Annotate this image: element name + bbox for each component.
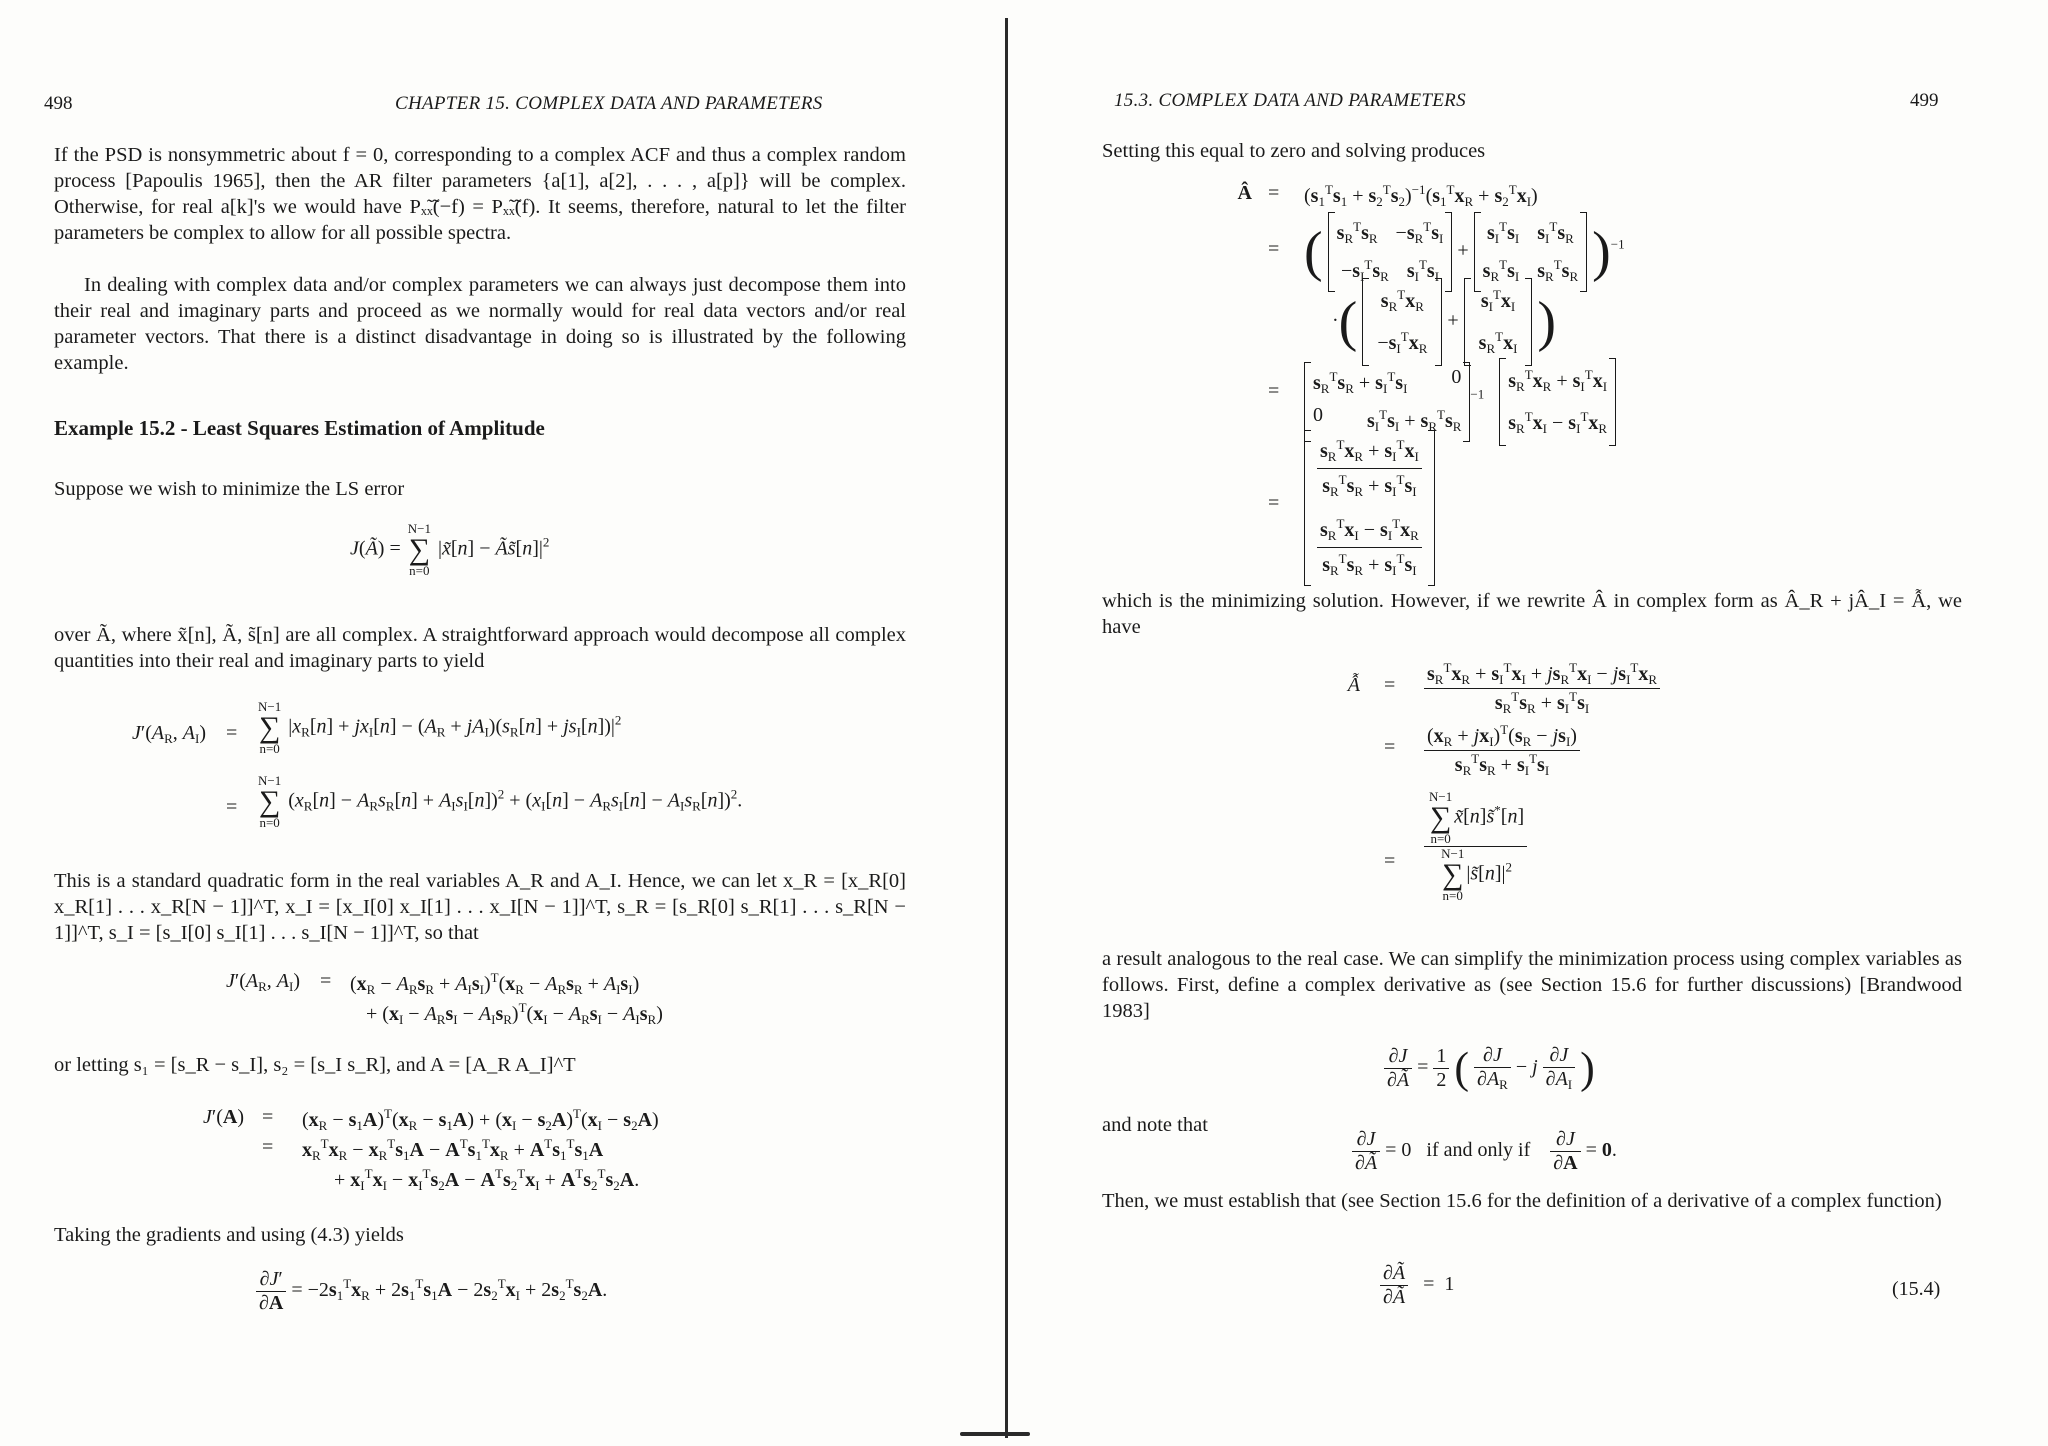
equation-ls-error: J(Ã) = N−1 ∑ n=0 |x̃[n] − $Ãs̃[n]|^2$ (350, 521, 550, 578)
equation-complex-derivative: $\frac{\partial J}{\partial Ã}$ = $\frac{1}{2}$ ( $\frac{\partial J}{\partial A_R}$ − j $\frac{\partial J}{\partial A_I}$ ) (1384, 1044, 1595, 1093)
matrix-sR-sI-1: $s_R^Ts_R$ $-s_R^Ts_I$ $-s_I^Ts_R$ $s_I^Ts_I$ (1328, 212, 1453, 292)
if-and-only-if-text: if and only if (1426, 1139, 1531, 1162)
note-that-label: and note that (1102, 1114, 1208, 1136)
right-page: 15.3. COMPLEX DATA AND PARAMETERS 499 Setting this equal to zero and solving produces Â = $(s_1^Ts_1 + s_2^Ts_2)^{-1}(s_1^Tx_R + s_2^Tx_I)$ = ( $s_R^Ts_R$ $-s_R^Ts_I$ $-s_I^Ts_R$ $s_I^Ts_I$ + $s_I^Ts_I$ $s_I^Ts_R$ $s_R^Ts_I$ $s_R^Ts_R$ )$^{-1}$ ·( $s_R^Tx_R$ $-s_I^Tx_R$ + $s_I^Tx_I$ $s_R^Tx_I$ ) = $s_R^Ts_R + s_I^Ts_I$ 0 0 $s_I^Ts_I + s_R^Ts_R$ $^{-1}$ $s_R^Tx_R + s_I^Tx_I$ $s_R^Tx_I - s_I^Tx_R$ = $\frac{s_R^Tx_R + s_I^Tx_I}{s_R^Ts_R + s_I^Ts_I}$ $\frac{s_R^Tx_I - s_I^Tx_R}{s_R^Ts_R + s_I^Ts_I}$ which is the minimizing solution. However, if we rewrite Â in complex form as Â_R + jÂ_I = Ẫ, we have Ẫ = $\frac{s_R^Tx_R + s_I^Tx_I + js_R^Tx_I - js_I^Tx_R}{s_R^Ts_R + s_I^Ts_I}$ = $\frac{(x_R + jx_I)^T(s_R - js_I)}{s_R^Ts_R + s_I^Ts_I}$ = N−1 ∑ n=0 x̃[n]s̃*[n] N−1 ∑ n=0 $|s̃[n]|^2$ a result analogous to the real case. We can simplify the minimization process using complex variables as follows. First, define a complex derivative as (see Section 15.6 for further discussions) [Brandwood 1983] $\frac{\partial J}{\partial Ã}$ = $\frac{1}{2}$ ( $\frac{\partial J}{\partial A_R}$ − j $\frac{\partial J}{\partial A_I}$ ) and note that $\frac{\partial J}{\partial Ã}$ = 0 if and only if $\frac{\partial J}{\partial A}$ = 0. Then, we must establish that (see Section 15.6 for the definition of a derivative of a complex function) $\frac{\partial Ã}{\partial Ã}$ = 1 (15.4) (1102, 90, 1962, 1308)
ls-intro-line: Suppose we wish to minimize the LS error (54, 478, 405, 500)
matrix-sR-sI-2: $s_I^Ts_I$ $s_I^Ts_R$ $s_R^Ts_I$ $s_R^Ts_R$ (1474, 212, 1587, 292)
left-page: 498 CHAPTER 15. COMPLEX DATA AND PARAMETERS If the PSD is nonsymmetric about f = 0, corresponding to a complex ACF and thus a complex random process [Papoulis 1965], then the AR filter parameters {a[1], a[2], . . . , a[p]} will be complex. Otherwise, for real a[k]'s we would have Pₓ̃ₓ̃(−f) = Pₓ̃ₓ̃(f). It seems, therefore, natural to let the filter parameters be complex to allow for all possible spectra. In dealing with complex data and/or complex parameters we can always just decompose them into their real and imaginary parts and proceed as we normally would for real data vectors and/or real parameter vectors. That there is a distinct disadvantage in doing so is illustrated by the following example. Example 15.2 - Least Squares Estimation of Amplitude Suppose we wish to minimize the LS error J(Ã) = N−1 ∑ n=0 |x̃[n] − $Ãs̃[n]|^2$ over Ã, where x̃[n], Ã, s̃[n] are all complex. A straightforward approach would decompose all complex quantities into their real and imaginary parts to yield $J'(A_R$, $A_I$) = N−1 ∑ n=0 $|x_R[n] + jx_I[n] - (A_R + jA_I)(s_R[n] + js_I[n])|^2$ = N−1 ∑ n=0 $(x_R[n] - A_Rs_R[n] + A_Is_I[n])^2 + (x_I[n] - A_Rs_I[n] - A_Is_R[n])^2$. This is a standard quadratic form in the real variables A_R and A_I. Hence, we can let x_R = [x_R[0] x_R[1] . . . x_R[N − 1]]^T, x_I = [x_I[0] x_I[1] . . . x_I[N − 1]]^T, s_R = [s_R[0] s_R[1] . . . s_R[N − 1]]^T, s_I = [s_I[0] s_I[1] . . . s_I[N − 1]]^T, so that $J'(A_R$, $A_I$) = $(x_R - A_Rs_R + A_Is_I)^T(x_R - A_Rs_R + A_Is_I)$ + $(x_I - A_Rs_I - A_Is_R)^T(x_I - A_Rs_I - A_Is_R)$ or letting s₁ = [s_R − s_I], s₂ = [s_I s_R], and A = [A_R A_I]^T J′(A) = $(x_R - s_1A)^T(x_R - s_1A) + (x_I - s_2A)^T(x_I - s_2A)$ = $x_R^Tx_R - x_R^Ts_1A - A^Ts_1^Tx_R + A^Ts_1^Ts_1A$ + $x_I^Tx_I - x_I^Ts_2A - A^Ts_2^Tx_I + A^Ts_2^Ts_2A$. Taking the gradients and using (4.3) yields $\frac{\partial J'}{\partial A}$ = $-2s_1^Tx_R + 2s_1^Ts_1A - 2s_2^Tx_I + 2s_2^Ts_2A$. (44, 93, 906, 1314)
example-heading: Example 15.2 - Least Squares Estimation of Amplitude (54, 416, 545, 440)
letting-line: or letting s₁ = [s_R − s_I], s₂ = [s_I s_R], and A = [A_R A_I]^T (54, 1054, 576, 1076)
vector-xI: $s_I^Tx_I$ $s_R^Tx_I$ (1464, 278, 1533, 366)
equation-gradient: $\frac{\partial J'}{\partial A}$ = $-2s_1^Tx_R + 2s_1^Ts_1A - 2s_2^Tx_I + 2s_2^Ts_2A$. (256, 1268, 607, 1315)
minimizing-paragraph: which is the minimizing solution. However, if we rewrite Â in complex form as Â_R + jÂ_I = Ẫ, we have (1102, 590, 1962, 638)
after-J-paragraph: over Ã, where x̃[n], Ã, s̃[n] are all complex. A straightforward approach would decompose all complex quantities into their real and imaginary parts to yield (54, 624, 906, 672)
quadratic-form-paragraph: This is a standard quadratic form in the real variables A_R and A_I. Hence, we can let x_R = [x_R[0] x_R[1] . . . x_R[N − 1]]^T, x_I = [x_I[0] x_I[1] . . . x_I[N − 1]]^T, s_R = [s_R[0] s_R[1] . . . s_R[N − 1]]^T, s_I = [s_I[0] s_I[1] . . . s_I[N − 1]]^T, so that (54, 870, 906, 944)
equation-number-15-4: (15.4) (1892, 1278, 1941, 1300)
analogous-paragraph: a result analogous to the real case. We can simplify the minimization process using complex variables as follows. First, define a complex derivative as (see Section 15.6 for further discussions) [Brandwood 1983] (1102, 948, 1962, 1022)
vector-combined: $s_R^Tx_R + s_I^Tx_I$ $s_R^Tx_I - s_I^Tx_R$ (1499, 358, 1616, 446)
equation-15-4: $\frac{\partial Ã}{\partial Ã}$ = 1 (1380, 1262, 1454, 1309)
then-paragraph: Then, we must establish that (see Section 15.6 for the definition of a derivative of a complex function) (1102, 1190, 1942, 1212)
page-number-right: 499 (1910, 90, 1939, 111)
setting-line: Setting this equal to zero and solving produces (1102, 140, 1486, 162)
running-head-right: 15.3. COMPLEX DATA AND PARAMETERS (1114, 90, 1466, 111)
gradients-line: Taking the gradients and using (4.3) yields (54, 1224, 404, 1246)
matrix-diagonal: $s_R^Ts_R + s_I^Ts_I$ 0 0 $s_I^Ts_I + s_R^Ts_R$ (1304, 362, 1470, 442)
intro-paragraph-2: In dealing with complex data and/or complex parameters we can always just decompose them into their real and imaginary parts and proceed as we normally would for real data vectors and/or real parameter vectors. That there is a distinct disadvantage in doing so is illustrated by the following example. (54, 274, 906, 374)
vector-final-solution: $\frac{s_R^Tx_R + s_I^Tx_I}{s_R^Ts_R + s_I^Ts_I}$ $\frac{s_R^Tx_I - s_I^Tx_R}{s_R^Ts_R + s_I^Ts_I}$ (1304, 430, 1435, 586)
equation-iff: $\frac{\partial J}{\partial Ã}$ = 0 if and only if $\frac{\partial J}{\partial A}$ = 0. (1352, 1128, 1617, 1175)
intro-paragraph-1: If the PSD is nonsymmetric about f = 0, corresponding to a complex ACF and thus a complex random process [Papoulis 1965], then the AR filter parameters {a[1], a[2], . . . , a[p]} will be complex. Otherwise, for real a[k]'s we would have Pₓ̃ₓ̃(−f) = Pₓ̃ₓ̃(f). It seems, therefore, natural to let the filter parameters be complex to allow for all possible spectra. (54, 144, 906, 244)
vector-xR: $s_R^Tx_R$ $-s_I^Tx_R$ (1362, 278, 1442, 366)
running-head-left: CHAPTER 15. COMPLEX DATA AND PARAMETERS (395, 93, 823, 114)
page-number-left: 498 (44, 93, 73, 114)
